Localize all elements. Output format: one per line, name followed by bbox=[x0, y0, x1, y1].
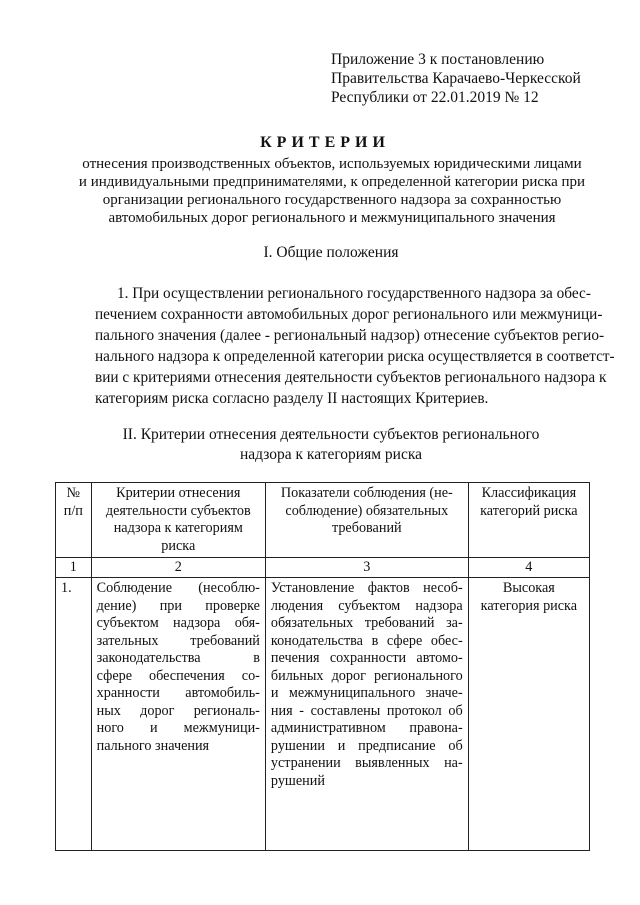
section-heading-criteria bbox=[0, 425, 640, 465]
paragraph-line: нального надзора к определенной категории риска осуществляется в соответст- bbox=[95, 348, 615, 365]
paragraph-line: 1. При осуществлении регионального государственного надзора за обес- bbox=[117, 285, 591, 302]
paragraph-line: вии с критериями отнесения деятельности субъектов регионального надзора к bbox=[95, 369, 607, 386]
column-number: 1 bbox=[56, 558, 92, 578]
annex-line: Приложение 3 к постановлению bbox=[331, 51, 545, 68]
paragraph-line: печением сохранности автомобильных дорог регионального или межмуници- bbox=[95, 306, 603, 323]
table-row bbox=[56, 578, 590, 851]
section-heading-general: I. Общие положения bbox=[263, 244, 399, 261]
row-criteria: Соблюдение (несоблю- дение) при проверке субъектом надзора обя- зательных требований законодательства в сфере обеспечения со- хранности автомобиль- ных дорог региональ- ного и межмуници- пального значения bbox=[91, 578, 265, 851]
annex-note bbox=[331, 50, 581, 107]
criteria-table bbox=[55, 482, 590, 851]
row-category: Высокая категория риска bbox=[468, 578, 589, 851]
column-number: 2 bbox=[91, 558, 265, 578]
header-indicators: Показатели соблюдения (не- соблюдение) обязательных требований bbox=[265, 483, 468, 558]
header-criteria: Критерии отнесения деятельности субъектов надзора к категориям риска bbox=[91, 483, 265, 558]
paragraph-line: пального значения (далее - региональный надзор) отнесение субъектов регио- bbox=[95, 327, 605, 344]
section2-line: надзора к категориям риска bbox=[239, 446, 423, 463]
subtitle-line: отнесения производственных объектов, используемых юридическими лицами bbox=[82, 156, 582, 172]
subtitle-line: организации регионального государственного надзора за сохранностью bbox=[102, 192, 562, 208]
document-title: КРИТЕРИИ bbox=[260, 134, 390, 151]
table-header-row bbox=[56, 483, 590, 558]
annex-line: Республики от 22.01.2019 № 12 bbox=[331, 89, 539, 106]
row-number: 1. bbox=[56, 578, 92, 851]
header-classification: Классификация категорий риска bbox=[468, 483, 589, 558]
header-number: № п/п bbox=[56, 483, 92, 558]
annex-line: Правительства Карачаево-Черкесской bbox=[331, 70, 581, 87]
subtitle-line: и индивидуальными предпринимателями, к определенной категории риска при bbox=[78, 174, 586, 190]
document-subtitle bbox=[40, 155, 624, 227]
paragraph-line: категориям риска согласно разделу II настоящих Критериев. bbox=[95, 390, 489, 407]
paragraph-1 bbox=[95, 283, 615, 409]
column-number: 3 bbox=[265, 558, 468, 578]
column-number: 4 bbox=[468, 558, 589, 578]
row-indicators: Установление фактов несоб- людения субъектом надзора обязательных требований за- конодательства в сфере обес- печения сохранности автомо- бильных дорог регионального и межмуниципального значе- ния - составлены протокол об административном правона- рушении и предписание об устранении выявленных на- рушений bbox=[265, 578, 468, 851]
subtitle-line: автомобильных дорог регионального и межмуниципального значения bbox=[108, 210, 556, 226]
table-column-numbers bbox=[56, 558, 590, 578]
section2-line: II. Критерии отнесения деятельности субъектов регионального bbox=[122, 426, 540, 443]
